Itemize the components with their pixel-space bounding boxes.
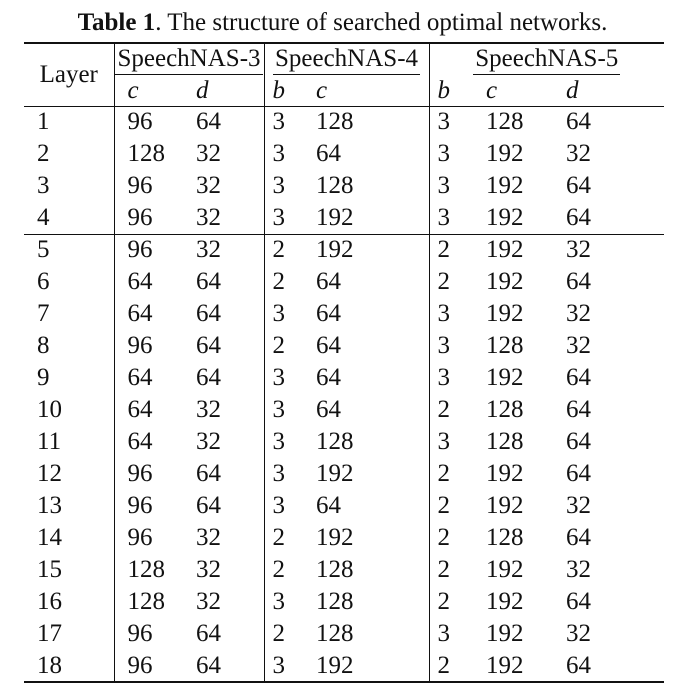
layer-header: Layer (24, 43, 114, 106)
cell-speechnas-5-b: 2 (429, 234, 474, 266)
cell-speechnas-4-b: 2 (264, 330, 304, 362)
table-row (24, 554, 664, 586)
cell-speechnas-5-d: 32 (566, 140, 591, 167)
network-structure-table (24, 42, 664, 683)
cell-layer: 17 (37, 620, 62, 647)
table-row (24, 458, 664, 490)
cell-speechnas-3-d: 32 (196, 556, 221, 583)
cell-layer: 13 (37, 492, 62, 519)
cell-speechnas-3-c: 128 (114, 554, 184, 586)
cell-speechnas-4-b: 3 (264, 170, 304, 202)
table-row (24, 618, 664, 650)
cell-speechnas-5-d: 32 (566, 556, 591, 583)
cell-speechnas-3-c: 96 (114, 490, 184, 522)
cell-speechnas-4-c: 192 (304, 234, 429, 266)
cell-speechnas-5-b: 2 (429, 394, 474, 426)
cell-speechnas-5-c: 128 (486, 108, 524, 136)
cell-speechnas-4-c: 64 (316, 300, 341, 327)
cell-speechnas-3-c: 128 (114, 138, 184, 170)
table-row (24, 170, 664, 202)
cell-speechnas-5-d: 64 (554, 650, 664, 682)
cell-speechnas-5-d: 64 (566, 108, 591, 136)
cell-speechnas-5-d: 64 (566, 428, 591, 455)
cell-speechnas-5-b: 2 (429, 458, 474, 490)
cell-speechnas-3-d: 64 (196, 332, 221, 359)
cell-layer: 8 (37, 332, 50, 359)
cell-speechnas-4-b: 3 (264, 138, 304, 170)
table-row (24, 650, 664, 682)
cell-layer: 15 (37, 556, 62, 583)
cell-layer: 6 (37, 268, 50, 295)
table-row (24, 138, 664, 170)
cell-speechnas-4-c: 128 (316, 620, 354, 647)
cell-speechnas-3-d: 64 (196, 108, 221, 136)
cell-speechnas-4-c: 128 (316, 108, 354, 136)
cell-speechnas-3-d: 64 (184, 650, 264, 682)
cell-speechnas-5-b: 2 (429, 586, 474, 618)
cell-speechnas-3-c: 64 (114, 298, 184, 330)
cell-layer: 12 (37, 460, 62, 487)
cell-layer: 11 (37, 428, 62, 455)
subheader-g5-b: b (429, 76, 474, 106)
cell-layer: 10 (37, 396, 62, 423)
cell-speechnas-5-b: 2 (429, 650, 474, 682)
subheader-g5-d: d (554, 76, 664, 106)
cell-speechnas-4-c: 64 (316, 364, 341, 391)
cell-layer: 5 (24, 234, 114, 266)
header-row-params (24, 76, 664, 106)
table-row (24, 586, 664, 618)
cell-layer: 7 (37, 300, 50, 327)
cell-speechnas-3-c: 96 (114, 522, 184, 554)
cell-speechnas-5-b: 2 (429, 266, 474, 298)
cell-speechnas-4-c: 192 (304, 650, 429, 682)
cell-speechnas-3-d: 64 (196, 300, 221, 327)
subheader-g5-c: c (474, 76, 554, 106)
cell-speechnas-5-d: 32 (566, 332, 591, 359)
cell-speechnas-5-d: 64 (566, 172, 591, 199)
cell-layer: 2 (37, 140, 50, 167)
table-row (24, 330, 664, 362)
cell-speechnas-5-d: 32 (554, 234, 664, 266)
cell-speechnas-3-d: 32 (184, 234, 264, 266)
cell-speechnas-4-c: 64 (316, 332, 341, 359)
cell-speechnas-5-b: 2 (429, 490, 474, 522)
cell-speechnas-4-c: 192 (316, 203, 354, 231)
cell-speechnas-5-d: 32 (566, 300, 591, 327)
cell-speechnas-3-d: 32 (196, 172, 221, 199)
table-row (24, 266, 664, 298)
cell-speechnas-5-d: 64 (566, 268, 591, 295)
cell-layer: 1 (37, 108, 50, 136)
table-row (24, 490, 664, 522)
subheader-g4-c: c (304, 76, 429, 106)
cell-speechnas-3-c: 96 (114, 650, 184, 682)
group-header-speechnas-5: SpeechNAS-5 (429, 43, 664, 76)
table-row (24, 394, 664, 426)
cell-speechnas-4-b: 3 (264, 298, 304, 330)
cell-speechnas-5-c: 192 (486, 620, 524, 647)
cell-speechnas-5-b: 2 (429, 554, 474, 586)
table-caption (0, 6, 685, 40)
cell-speechnas-4-b: 3 (264, 490, 304, 522)
table-row (24, 362, 664, 394)
cell-speechnas-5-c: 192 (486, 203, 524, 231)
cell-speechnas-5-c: 192 (486, 364, 524, 391)
cell-speechnas-3-c: 96 (114, 106, 184, 138)
cell-speechnas-3-c: 64 (114, 266, 184, 298)
group-header-speechnas-3: SpeechNAS-3 (114, 43, 264, 76)
cell-layer: 18 (24, 650, 114, 682)
cell-speechnas-3-d: 32 (196, 524, 221, 551)
caption-text: . The structure of searched optimal networks. (155, 9, 608, 36)
cell-speechnas-3-d: 64 (196, 268, 221, 295)
subheader-g4-b: b (264, 76, 304, 106)
header-row-groups (24, 43, 664, 76)
cell-speechnas-4-b: 3 (264, 426, 304, 458)
cell-speechnas-3-c: 96 (114, 618, 184, 650)
cell-speechnas-5-c: 192 (486, 300, 524, 327)
cell-speechnas-4-b: 3 (264, 106, 304, 138)
cell-speechnas-5-b: 3 (429, 138, 474, 170)
cell-speechnas-3-d: 32 (196, 203, 221, 231)
cell-speechnas-5-c: 192 (486, 140, 524, 167)
cell-speechnas-3-c: 96 (114, 170, 184, 202)
cell-speechnas-3-c: 96 (114, 202, 184, 234)
cell-speechnas-4-b: 2 (264, 234, 304, 266)
table-row (24, 106, 664, 138)
cell-speechnas-5-b: 3 (429, 426, 474, 458)
cell-speechnas-4-b: 2 (264, 618, 304, 650)
table-row (24, 202, 664, 234)
cell-speechnas-4-b: 3 (264, 394, 304, 426)
cell-speechnas-5-c: 128 (486, 428, 524, 455)
cell-layer: 9 (37, 364, 50, 391)
cell-speechnas-4-b: 3 (264, 586, 304, 618)
cell-speechnas-4-c: 128 (316, 588, 354, 615)
table-row (24, 426, 664, 458)
cell-speechnas-5-c: 192 (486, 268, 524, 295)
subheader-g3-d: d (184, 76, 264, 106)
cell-speechnas-5-d: 64 (566, 396, 591, 423)
table-row (24, 298, 664, 330)
cell-speechnas-5-d: 32 (566, 492, 591, 519)
cell-speechnas-4-c: 64 (316, 396, 341, 423)
cell-speechnas-4-c: 64 (316, 492, 341, 519)
cell-speechnas-4-c: 128 (316, 556, 354, 583)
cell-speechnas-5-b: 3 (429, 618, 474, 650)
cell-speechnas-3-d: 32 (196, 396, 221, 423)
cell-speechnas-5-b: 3 (429, 106, 474, 138)
cell-speechnas-3-c: 128 (114, 586, 184, 618)
cell-speechnas-4-c: 128 (316, 172, 354, 199)
subheader-g3-c: c (114, 76, 184, 106)
table-body (24, 106, 664, 682)
cell-speechnas-4-c: 128 (316, 428, 354, 455)
cell-speechnas-3-c: 64 (114, 394, 184, 426)
group-header-speechnas-4: SpeechNAS-4 (264, 43, 429, 76)
cell-speechnas-5-c: 192 (486, 492, 524, 519)
cell-speechnas-5-b: 3 (429, 330, 474, 362)
cell-speechnas-3-c: 64 (114, 362, 184, 394)
cell-speechnas-5-d: 64 (566, 203, 591, 231)
cell-speechnas-5-c: 192 (486, 556, 524, 583)
cell-speechnas-5-d: 32 (566, 620, 591, 647)
cell-speechnas-5-c: 192 (486, 172, 524, 199)
cell-speechnas-4-b: 2 (264, 266, 304, 298)
cell-speechnas-5-b: 3 (429, 362, 474, 394)
cell-speechnas-5-c: 128 (486, 396, 524, 423)
cell-speechnas-3-c: 96 (114, 330, 184, 362)
cell-speechnas-3-d: 32 (196, 428, 221, 455)
cell-speechnas-4-c: 64 (316, 268, 341, 295)
cell-speechnas-4-b: 3 (264, 458, 304, 490)
cell-speechnas-3-d: 64 (196, 492, 221, 519)
cell-speechnas-3-c: 64 (114, 426, 184, 458)
cell-speechnas-5-d: 64 (566, 364, 591, 391)
cell-speechnas-3-d: 64 (196, 460, 221, 487)
table-row (24, 522, 664, 554)
cell-speechnas-5-c: 192 (486, 460, 524, 487)
table-row (24, 234, 664, 266)
cell-speechnas-3-c: 96 (114, 458, 184, 490)
cell-speechnas-3-d: 32 (196, 140, 221, 167)
cell-speechnas-5-d: 64 (566, 588, 591, 615)
cell-speechnas-5-b: 3 (429, 170, 474, 202)
cell-layer: 16 (37, 588, 62, 615)
cell-speechnas-5-b: 3 (429, 202, 474, 234)
cell-speechnas-5-d: 64 (566, 524, 591, 551)
cell-speechnas-4-b: 2 (264, 554, 304, 586)
cell-speechnas-3-d: 64 (196, 620, 221, 647)
cell-speechnas-5-c: 192 (474, 234, 554, 266)
table-label: Table 1 (77, 9, 156, 36)
cell-speechnas-4-b: 3 (264, 650, 304, 682)
cell-speechnas-5-d: 64 (566, 460, 591, 487)
cell-speechnas-4-c: 192 (316, 524, 354, 551)
cell-speechnas-3-c: 96 (114, 234, 184, 266)
cell-layer: 4 (37, 203, 50, 231)
cell-speechnas-4-c: 64 (316, 140, 341, 167)
cell-layer: 14 (37, 524, 62, 551)
cell-speechnas-4-c: 192 (316, 460, 354, 487)
cell-layer: 3 (37, 172, 50, 199)
cell-speechnas-5-c: 128 (486, 524, 524, 551)
cell-speechnas-4-b: 3 (264, 362, 304, 394)
cell-speechnas-5-b: 2 (429, 522, 474, 554)
cell-speechnas-5-c: 128 (486, 332, 524, 359)
cell-speechnas-5-c: 192 (474, 650, 554, 682)
cell-speechnas-4-b: 3 (264, 202, 304, 234)
cell-speechnas-5-c: 192 (486, 588, 524, 615)
cell-speechnas-3-d: 32 (196, 588, 221, 615)
cell-speechnas-4-b: 2 (264, 522, 304, 554)
cell-speechnas-5-b: 3 (429, 298, 474, 330)
cell-speechnas-3-d: 64 (196, 364, 221, 391)
